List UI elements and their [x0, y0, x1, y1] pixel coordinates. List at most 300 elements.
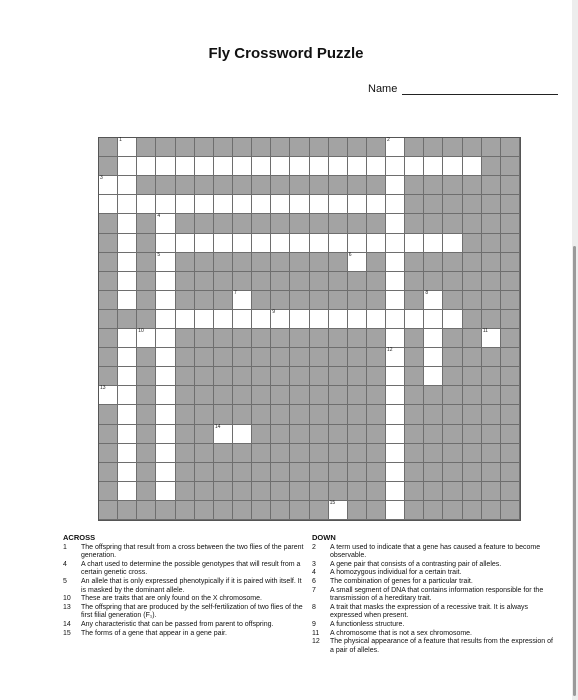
grid-cell-open[interactable]: [443, 157, 462, 176]
grid-cell-blocked: [424, 501, 443, 520]
clue-number: 7: [312, 586, 316, 594]
grid-cell-open[interactable]: [386, 444, 405, 463]
grid-cell-blocked: [329, 444, 348, 463]
grid-cell-open[interactable]: [118, 386, 137, 405]
grid-cell-blocked: [424, 214, 443, 233]
grid-cell-blocked: [99, 348, 118, 367]
grid-cell-open[interactable]: [118, 291, 137, 310]
grid-cell-open[interactable]: [443, 310, 462, 329]
clue-text: These are traits that are only found on the X chromosome.: [81, 595, 262, 603]
grid-cell-open[interactable]: [348, 234, 367, 253]
grid-cell-blocked: [176, 405, 195, 424]
grid-cell-blocked: [405, 348, 424, 367]
grid-cell-blocked: [233, 253, 252, 272]
grid-cell-open[interactable]: [156, 367, 175, 386]
grid-cell-blocked: [482, 157, 501, 176]
grid-cell-open[interactable]: [252, 310, 271, 329]
grid-cell-blocked: [214, 482, 233, 501]
grid-cell-open[interactable]: [118, 272, 137, 291]
grid-cell-open[interactable]: [367, 157, 386, 176]
grid-cell-blocked: [405, 405, 424, 424]
grid-cell-blocked: [271, 444, 290, 463]
grid-cell-blocked: [214, 272, 233, 291]
grid-cell-open[interactable]: [252, 157, 271, 176]
grid-cell-open[interactable]: [424, 291, 443, 310]
grid-cell-blocked: [482, 482, 501, 501]
grid-cell-open[interactable]: [348, 195, 367, 214]
grid-cell-open[interactable]: [405, 157, 424, 176]
grid-cell-blocked: [501, 138, 520, 157]
grid-cell-blocked: [424, 272, 443, 291]
grid-cell-blocked: [367, 329, 386, 348]
grid-cell-blocked: [367, 253, 386, 272]
grid-cell-open[interactable]: [118, 348, 137, 367]
grid-cell-blocked: [176, 348, 195, 367]
grid-cell-blocked: [367, 425, 386, 444]
grid-cell-blocked: [310, 253, 329, 272]
grid-cell-blocked: [252, 386, 271, 405]
grid-cell-blocked: [463, 405, 482, 424]
grid-cell-open[interactable]: [386, 253, 405, 272]
grid-cell-open[interactable]: [310, 234, 329, 253]
grid-cell-open[interactable]: [137, 329, 156, 348]
grid-cell-open[interactable]: [137, 157, 156, 176]
grid-cell-blocked: [501, 234, 520, 253]
grid-cell-blocked: [405, 272, 424, 291]
clue-number: 13: [63, 603, 71, 611]
grid-cell-blocked: [137, 253, 156, 272]
grid-cell-blocked: [424, 195, 443, 214]
page-title: Fly Crossword Puzzle: [208, 45, 364, 62]
clue-number: 4: [157, 213, 161, 220]
grid-cell-open[interactable]: [386, 386, 405, 405]
grid-cell-open[interactable]: [176, 234, 195, 253]
grid-cell-open[interactable]: [233, 195, 252, 214]
grid-cell-blocked: [329, 253, 348, 272]
grid-cell-blocked: [310, 329, 329, 348]
grid-cell-blocked: [195, 386, 214, 405]
grid-cell-blocked: [271, 176, 290, 195]
crossword-grid: [98, 137, 521, 521]
grid-cell-open[interactable]: [386, 138, 405, 157]
grid-cell-blocked: [195, 214, 214, 233]
scrollbar[interactable]: [573, 246, 576, 696]
name-underline: [402, 94, 558, 95]
grid-cell-open[interactable]: [348, 310, 367, 329]
grid-cell-open[interactable]: [386, 195, 405, 214]
grid-cell-blocked: [252, 482, 271, 501]
grid-cell-blocked: [463, 482, 482, 501]
grid-cell-blocked: [367, 367, 386, 386]
grid-cell-blocked: [252, 272, 271, 291]
grid-cell-blocked: [252, 176, 271, 195]
grid-cell-open[interactable]: [329, 310, 348, 329]
grid-cell-open[interactable]: [156, 444, 175, 463]
grid-cell-blocked: [367, 176, 386, 195]
grid-cell-open[interactable]: [386, 425, 405, 444]
grid-cell-blocked: [405, 501, 424, 520]
grid-cell-blocked: [118, 310, 137, 329]
grid-cell-open[interactable]: [367, 195, 386, 214]
grid-cell-open[interactable]: [156, 425, 175, 444]
grid-cell-blocked: [290, 444, 309, 463]
grid-cell-open[interactable]: [271, 195, 290, 214]
across-clue: [63, 544, 308, 561]
grid-cell-open[interactable]: [290, 157, 309, 176]
grid-cell-blocked: [405, 214, 424, 233]
grid-cell-blocked: [233, 329, 252, 348]
grid-cell-blocked: [156, 176, 175, 195]
grid-cell-open[interactable]: [156, 253, 175, 272]
grid-cell-open[interactable]: [156, 348, 175, 367]
grid-cell-blocked: [137, 386, 156, 405]
grid-cell-blocked: [176, 367, 195, 386]
grid-cell-open[interactable]: [233, 157, 252, 176]
grid-cell-blocked: [348, 367, 367, 386]
grid-cell-open[interactable]: [156, 310, 175, 329]
grid-cell-blocked: [290, 214, 309, 233]
grid-cell-blocked: [271, 348, 290, 367]
clue-number: 6: [312, 577, 316, 585]
grid-cell-open[interactable]: [463, 157, 482, 176]
grid-cell-open[interactable]: [386, 234, 405, 253]
grid-cell-open[interactable]: [386, 482, 405, 501]
grid-cell-blocked: [367, 214, 386, 233]
grid-cell-blocked: [463, 214, 482, 233]
clue-number: 8: [312, 603, 316, 611]
grid-cell-blocked: [99, 234, 118, 253]
grid-cell-blocked: [463, 386, 482, 405]
grid-cell-blocked: [367, 405, 386, 424]
clue-number: 10: [63, 595, 71, 603]
grid-cell-open[interactable]: [271, 310, 290, 329]
clue-number: 1: [63, 543, 67, 551]
grid-cell-blocked: [137, 291, 156, 310]
grid-cell-open[interactable]: [424, 157, 443, 176]
grid-cell-blocked: [290, 291, 309, 310]
grid-cell-open[interactable]: [214, 425, 233, 444]
grid-cell-open[interactable]: [367, 234, 386, 253]
grid-cell-blocked: [443, 348, 462, 367]
grid-cell-blocked: [443, 138, 462, 157]
grid-cell-open[interactable]: [386, 157, 405, 176]
grid-cell-open[interactable]: [195, 157, 214, 176]
grid-cell-open[interactable]: [156, 386, 175, 405]
grid-cell-blocked: [482, 176, 501, 195]
grid-cell-open[interactable]: [386, 291, 405, 310]
grid-cell-blocked: [137, 501, 156, 520]
grid-cell-open[interactable]: [233, 310, 252, 329]
grid-cell-open[interactable]: [329, 195, 348, 214]
name-field[interactable]: [368, 83, 558, 97]
grid-cell-open[interactable]: [310, 157, 329, 176]
grid-cell-blocked: [348, 348, 367, 367]
across-clue: [63, 595, 308, 604]
grid-cell-open[interactable]: [386, 367, 405, 386]
grid-cell-open[interactable]: [482, 329, 501, 348]
grid-cell-open[interactable]: [118, 482, 137, 501]
grid-cell-open[interactable]: [348, 253, 367, 272]
grid-cell-open[interactable]: [99, 386, 118, 405]
grid-cell-blocked: [405, 425, 424, 444]
grid-cell-open[interactable]: [118, 425, 137, 444]
grid-cell-blocked: [348, 138, 367, 157]
grid-cell-blocked: [501, 291, 520, 310]
grid-cell-blocked: [482, 425, 501, 444]
grid-cell-blocked: [195, 138, 214, 157]
grid-cell-open[interactable]: [233, 425, 252, 444]
grid-cell-open[interactable]: [118, 444, 137, 463]
grid-cell-open[interactable]: [367, 310, 386, 329]
grid-cell-open[interactable]: [137, 195, 156, 214]
grid-cell-blocked: [214, 348, 233, 367]
clue-number: 9: [272, 308, 275, 315]
grid-cell-blocked: [424, 463, 443, 482]
grid-cell-open[interactable]: [329, 501, 348, 520]
grid-cell-blocked: [195, 291, 214, 310]
grid-cell-blocked: [214, 291, 233, 310]
grid-cell-open[interactable]: [386, 214, 405, 233]
grid-cell-blocked: [501, 310, 520, 329]
grid-cell-blocked: [290, 329, 309, 348]
down-clues: [312, 534, 558, 655]
grid-cell-blocked: [271, 501, 290, 520]
grid-cell-open[interactable]: [156, 463, 175, 482]
clue-text: The offspring that are produced by the self-fertilization of two flies of the first filial generation (F₁).: [81, 603, 303, 620]
grid-cell-blocked: [348, 291, 367, 310]
grid-cell-blocked: [214, 253, 233, 272]
grid-cell-open[interactable]: [348, 157, 367, 176]
grid-cell-blocked: [443, 367, 462, 386]
grid-cell-open[interactable]: [386, 310, 405, 329]
grid-cell-blocked: [310, 501, 329, 520]
grid-cell-open[interactable]: [99, 195, 118, 214]
grid-cell-open[interactable]: [310, 195, 329, 214]
grid-cell-open[interactable]: [118, 176, 137, 195]
grid-cell-blocked: [176, 386, 195, 405]
grid-cell-blocked: [137, 444, 156, 463]
grid-cell-open[interactable]: [233, 291, 252, 310]
grid-cell-open[interactable]: [156, 234, 175, 253]
grid-cell-blocked: [424, 444, 443, 463]
grid-cell-open[interactable]: [443, 234, 462, 253]
grid-cell-blocked: [310, 425, 329, 444]
grid-cell-blocked: [233, 501, 252, 520]
grid-cell-open[interactable]: [252, 195, 271, 214]
grid-cell-blocked: [348, 482, 367, 501]
grid-cell-open[interactable]: [156, 195, 175, 214]
down-heading: DOWN: [312, 533, 336, 542]
clue-number: 4: [312, 569, 316, 577]
grid-cell-open[interactable]: [214, 310, 233, 329]
grid-cell-open[interactable]: [386, 501, 405, 520]
grid-cell-blocked: [501, 463, 520, 482]
grid-cell-blocked: [310, 138, 329, 157]
name-label: Name: [368, 83, 398, 95]
grid-cell-open[interactable]: [118, 157, 137, 176]
grid-cell-open[interactable]: [424, 329, 443, 348]
grid-cell-open[interactable]: [386, 272, 405, 291]
grid-cell-blocked: [424, 386, 443, 405]
grid-cell-open[interactable]: [386, 176, 405, 195]
grid-cell-open[interactable]: [290, 234, 309, 253]
grid-cell-blocked: [176, 482, 195, 501]
clue-number: 13: [100, 385, 106, 392]
grid-cell-open[interactable]: [156, 157, 175, 176]
grid-cell-open[interactable]: [405, 234, 424, 253]
grid-cell-blocked: [405, 195, 424, 214]
grid-cell-blocked: [271, 386, 290, 405]
grid-cell-blocked: [367, 272, 386, 291]
grid-cell-open[interactable]: [195, 195, 214, 214]
clue-text: An allele that is only expressed phenotypically if it is paired with itself. It is masked by the dominant allele.: [81, 577, 302, 594]
grid-cell-blocked: [367, 482, 386, 501]
grid-cell-open[interactable]: [214, 157, 233, 176]
grid-cell-blocked: [443, 214, 462, 233]
grid-cell-open[interactable]: [310, 310, 329, 329]
grid-cell-open[interactable]: [176, 310, 195, 329]
grid-cell-blocked: [348, 272, 367, 291]
down-clue: [312, 621, 558, 630]
grid-cell-open[interactable]: [156, 405, 175, 424]
grid-cell-blocked: [482, 253, 501, 272]
grid-cell-blocked: [329, 138, 348, 157]
grid-cell-open[interactable]: [156, 291, 175, 310]
clue-number: 3: [100, 175, 103, 182]
grid-cell-blocked: [329, 214, 348, 233]
grid-cell-blocked: [214, 463, 233, 482]
clue-text: The combination of genes for a particular trait.: [330, 577, 473, 585]
grid-cell-open[interactable]: [424, 234, 443, 253]
grid-cell-blocked: [482, 348, 501, 367]
grid-cell-open[interactable]: [156, 482, 175, 501]
grid-cell-blocked: [233, 444, 252, 463]
grid-cell-open[interactable]: [99, 176, 118, 195]
clue-number: 11: [482, 328, 488, 334]
grid-cell-open[interactable]: [386, 348, 405, 367]
grid-cell-open[interactable]: [424, 310, 443, 329]
grid-cell-open[interactable]: [118, 405, 137, 424]
grid-cell-blocked: [482, 195, 501, 214]
grid-cell-open[interactable]: [329, 157, 348, 176]
grid-cell-blocked: [176, 329, 195, 348]
grid-cell-blocked: [329, 367, 348, 386]
grid-cell-blocked: [501, 367, 520, 386]
grid-cell-open[interactable]: [424, 367, 443, 386]
grid-cell-open[interactable]: [195, 310, 214, 329]
grid-cell-open[interactable]: [329, 234, 348, 253]
grid-cell-blocked: [310, 482, 329, 501]
grid-cell-blocked: [214, 501, 233, 520]
grid-cell-blocked: [443, 463, 462, 482]
grid-cell-open[interactable]: [195, 234, 214, 253]
clue-number: 2: [387, 137, 390, 143]
grid-cell-open[interactable]: [156, 329, 175, 348]
grid-cell-open[interactable]: [118, 329, 137, 348]
grid-cell-blocked: [137, 367, 156, 386]
grid-cell-blocked: [463, 310, 482, 329]
clue-text: A chromosome that is not a sex chromosome.: [330, 629, 473, 637]
grid-cell-blocked: [214, 329, 233, 348]
grid-cell-blocked: [137, 463, 156, 482]
grid-cell-blocked: [252, 425, 271, 444]
grid-cell-blocked: [443, 482, 462, 501]
grid-cell-open[interactable]: [118, 138, 137, 157]
grid-cell-blocked: [501, 444, 520, 463]
grid-cell-blocked: [137, 138, 156, 157]
grid-cell-open[interactable]: [386, 463, 405, 482]
grid-cell-blocked: [405, 253, 424, 272]
grid-cell-open[interactable]: [156, 272, 175, 291]
grid-cell-blocked: [310, 176, 329, 195]
grid-cell-open[interactable]: [176, 157, 195, 176]
grid-cell-open[interactable]: [156, 214, 175, 233]
grid-cell-open[interactable]: [118, 253, 137, 272]
grid-cell-open[interactable]: [290, 310, 309, 329]
grid-cell-blocked: [348, 405, 367, 424]
grid-cell-blocked: [348, 386, 367, 405]
grid-cell-blocked: [367, 463, 386, 482]
grid-cell-open[interactable]: [386, 329, 405, 348]
grid-cell-open[interactable]: [214, 195, 233, 214]
grid-cell-blocked: [329, 348, 348, 367]
grid-cell-open[interactable]: [118, 195, 137, 214]
grid-cell-blocked: [329, 176, 348, 195]
grid-cell-blocked: [99, 214, 118, 233]
grid-cell-open[interactable]: [424, 348, 443, 367]
grid-cell-blocked: [443, 501, 462, 520]
grid-cell-blocked: [290, 463, 309, 482]
grid-cell-blocked: [501, 425, 520, 444]
grid-cell-open[interactable]: [214, 234, 233, 253]
grid-cell-blocked: [99, 501, 118, 520]
grid-cell-blocked: [443, 272, 462, 291]
clue-number: 12: [312, 638, 320, 646]
grid-cell-open[interactable]: [233, 234, 252, 253]
grid-cell-open[interactable]: [118, 367, 137, 386]
grid-cell-blocked: [501, 501, 520, 520]
clue-number: 14: [63, 620, 71, 628]
grid-cell-blocked: [290, 272, 309, 291]
down-clue: [312, 561, 558, 570]
grid-cell-blocked: [99, 329, 118, 348]
grid-cell-blocked: [118, 501, 137, 520]
grid-cell-open[interactable]: [118, 463, 137, 482]
grid-cell-blocked: [405, 444, 424, 463]
grid-cell-blocked: [290, 367, 309, 386]
grid-cell-blocked: [195, 425, 214, 444]
grid-cell-blocked: [176, 463, 195, 482]
grid-cell-blocked: [99, 138, 118, 157]
grid-cell-blocked: [271, 272, 290, 291]
grid-cell-open[interactable]: [271, 157, 290, 176]
grid-cell-blocked: [463, 348, 482, 367]
grid-cell-blocked: [99, 310, 118, 329]
grid-cell-blocked: [99, 463, 118, 482]
grid-cell-open[interactable]: [290, 195, 309, 214]
grid-cell-blocked: [329, 463, 348, 482]
grid-cell-open[interactable]: [271, 234, 290, 253]
grid-cell-open[interactable]: [405, 310, 424, 329]
grid-cell-blocked: [367, 138, 386, 157]
grid-cell-blocked: [252, 214, 271, 233]
grid-cell-blocked: [214, 138, 233, 157]
grid-cell-open[interactable]: [118, 214, 137, 233]
grid-cell-open[interactable]: [386, 405, 405, 424]
grid-cell-open[interactable]: [118, 234, 137, 253]
grid-cell-open[interactable]: [252, 234, 271, 253]
grid-cell-open[interactable]: [176, 195, 195, 214]
